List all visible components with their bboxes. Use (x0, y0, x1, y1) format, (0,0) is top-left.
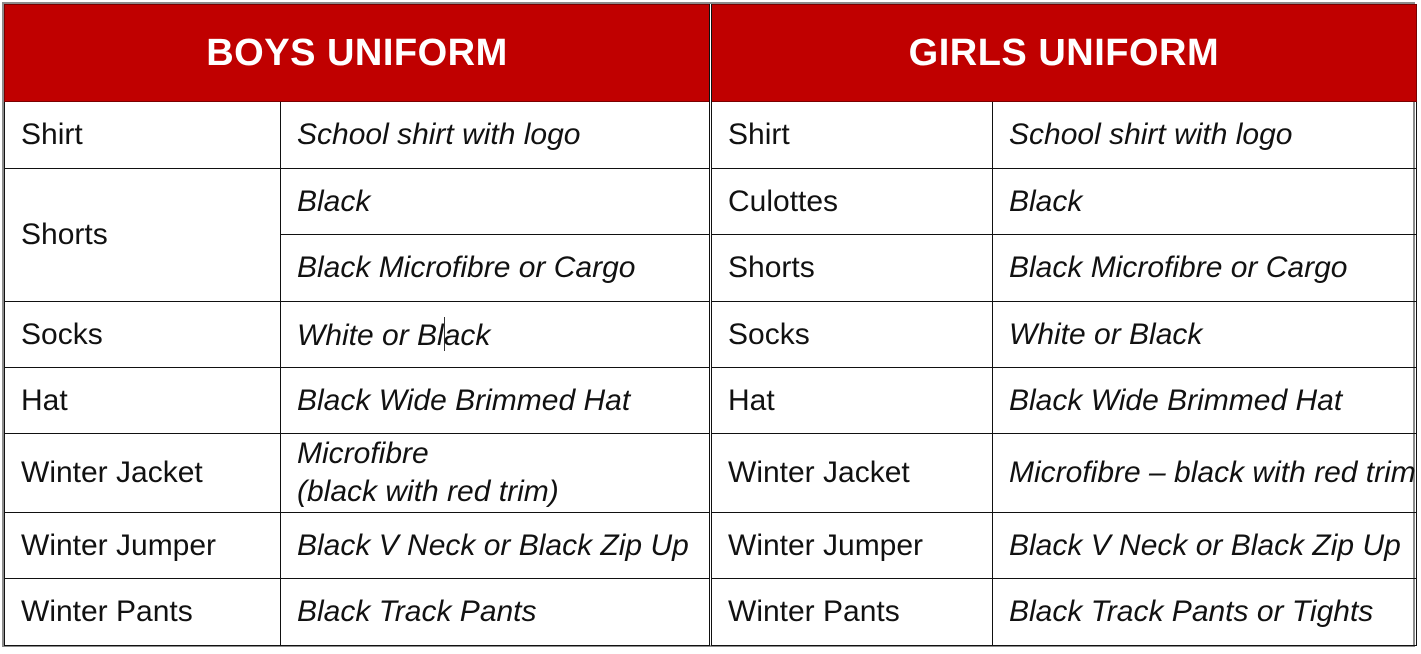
girls-item-shorts: Shorts (711, 235, 993, 302)
boys-item-socks: Socks (5, 302, 281, 368)
girls-value-shorts: Black Microfibre or Cargo (993, 235, 1417, 302)
table-row (5, 579, 1417, 646)
boys-value-winter-pants: Black Track Pants (281, 579, 711, 646)
girls-value-culottes: Black (993, 169, 1417, 235)
boys-value-hat: Black Wide Brimmed Hat (281, 368, 711, 434)
boys-item-winter-jumper: Winter Jumper (5, 513, 281, 579)
girls-value-winter-jumper: Black V Neck or Black Zip Up (993, 513, 1417, 579)
uniform-table (4, 4, 1417, 646)
table-row (5, 102, 1417, 169)
girls-item-winter-jumper: Winter Jumper (711, 513, 993, 579)
girls-item-winter-pants: Winter Pants (711, 579, 993, 646)
boys-value-winter-jacket-line1: Microfibre (297, 437, 429, 470)
boys-item-shorts: Shorts (5, 169, 281, 302)
girls-value-socks: White or Black (993, 302, 1417, 368)
girls-item-winter-jacket: Winter Jacket (711, 434, 993, 513)
boys-item-shirt: Shirt (5, 102, 281, 169)
table-row (5, 368, 1417, 434)
boys-item-hat: Hat (5, 368, 281, 434)
boys-value-socks[interactable] (281, 302, 711, 368)
girls-value-shirt: School shirt with logo (993, 102, 1417, 169)
girls-value-winter-jacket: Microfibre – black with red trim (993, 434, 1417, 513)
girls-item-socks: Socks (711, 302, 993, 368)
boys-uniform-header: BOYS UNIFORM (5, 5, 711, 102)
header-row (5, 5, 1417, 102)
boys-value-socks-part2: ack (443, 318, 491, 352)
table-row (5, 513, 1417, 579)
table-row (5, 302, 1417, 368)
boys-value-shorts-black: Black (281, 169, 711, 235)
girls-uniform-header: GIRLS UNIFORM (711, 5, 1417, 102)
girls-item-shirt: Shirt (711, 102, 993, 169)
boys-value-shorts-microfibre: Black Microfibre or Cargo (281, 235, 711, 302)
boys-value-socks-part1: White or Bl (297, 318, 444, 352)
girls-item-hat: Hat (711, 368, 993, 434)
girls-value-winter-pants: Black Track Pants or Tights (993, 579, 1417, 646)
girls-item-culottes: Culottes (711, 169, 993, 235)
boys-item-winter-jacket: Winter Jacket (5, 434, 281, 513)
boys-value-winter-jumper: Black V Neck or Black Zip Up (281, 513, 711, 579)
boys-value-shirt: School shirt with logo (281, 102, 711, 169)
girls-value-hat: Black Wide Brimmed Hat (993, 368, 1417, 434)
table-row (5, 434, 1417, 513)
table-row (5, 169, 1417, 235)
boys-value-winter-jacket-line2: (black with red trim) (297, 475, 559, 508)
boys-item-winter-pants: Winter Pants (5, 579, 281, 646)
boys-value-winter-jacket (281, 434, 711, 513)
